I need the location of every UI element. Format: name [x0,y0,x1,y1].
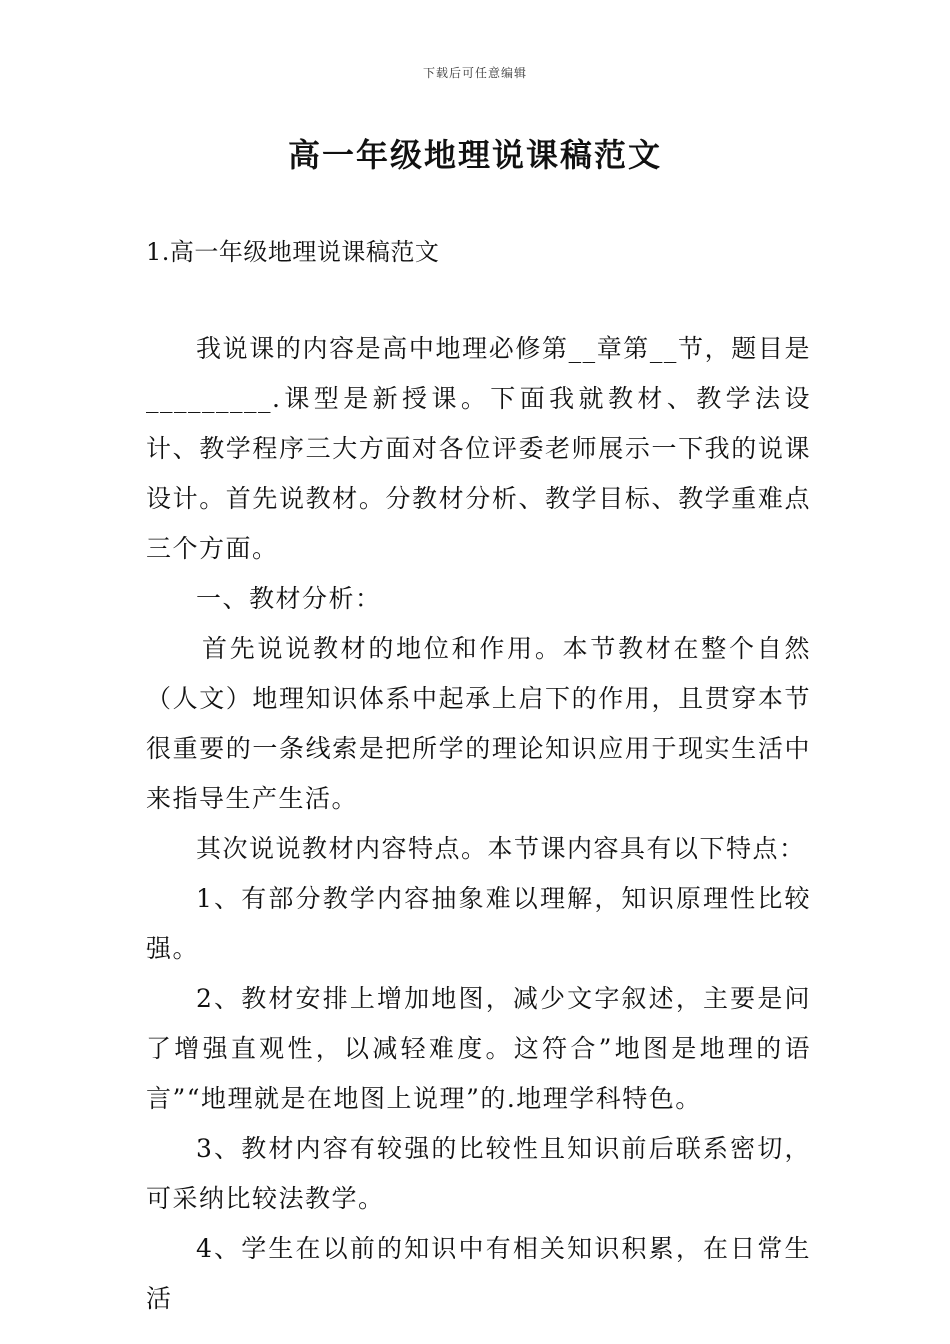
document-title: 高一年级地理说课稿范文 [287,136,662,174]
header-note: 下载后可任意编辑 [422,66,527,80]
paragraph-feature-4: 4、学生在以前的知识中有相关知识积累，在日常生活 [146,1234,811,1313]
section-heading: 1.高一年级地理说课稿范文 [146,238,440,266]
paragraph-intro: 我说课的内容是高中地理必修第__章第__节，题目是_________.课型是新授课。下面我就教材、教学法设计、教学程序三大方面对各位评委老师展示一下我的说课设计。首先说教材。分教材分析、教学目标、教学重难点三个方面。 [146,334,811,563]
document-body [146,324,811,1324]
paragraph-content-features: 其次说说教材内容特点。本节课内容具有以下特点： [196,834,806,863]
paragraph-material-status: 首先说说教材的地位和作用。本节教材在整个自然（人文）地理知识体系中起承上启下的作用，且贯穿本节很重要的一条线索是把所学的理论知识应用于现实生活中来指导生产生活。 [146,634,811,813]
paragraph-feature-2: 2、教材安排上增加地图，减少文字叙述，主要是问了增强直观性，以减轻难度。这符合”地图是地理的语言”“地理就是在地图上说理”的.地理学科特色。 [146,984,811,1113]
paragraph-material-analysis-heading: 一、教材分析： [196,584,382,613]
paragraph-feature-1: 1、有部分教学内容抽象难以理解，知识原理性比较强。 [146,884,811,963]
paragraph-feature-3: 3、教材内容有较强的比较性且知识前后联系密切，可采纳比较法教学。 [146,1134,811,1213]
